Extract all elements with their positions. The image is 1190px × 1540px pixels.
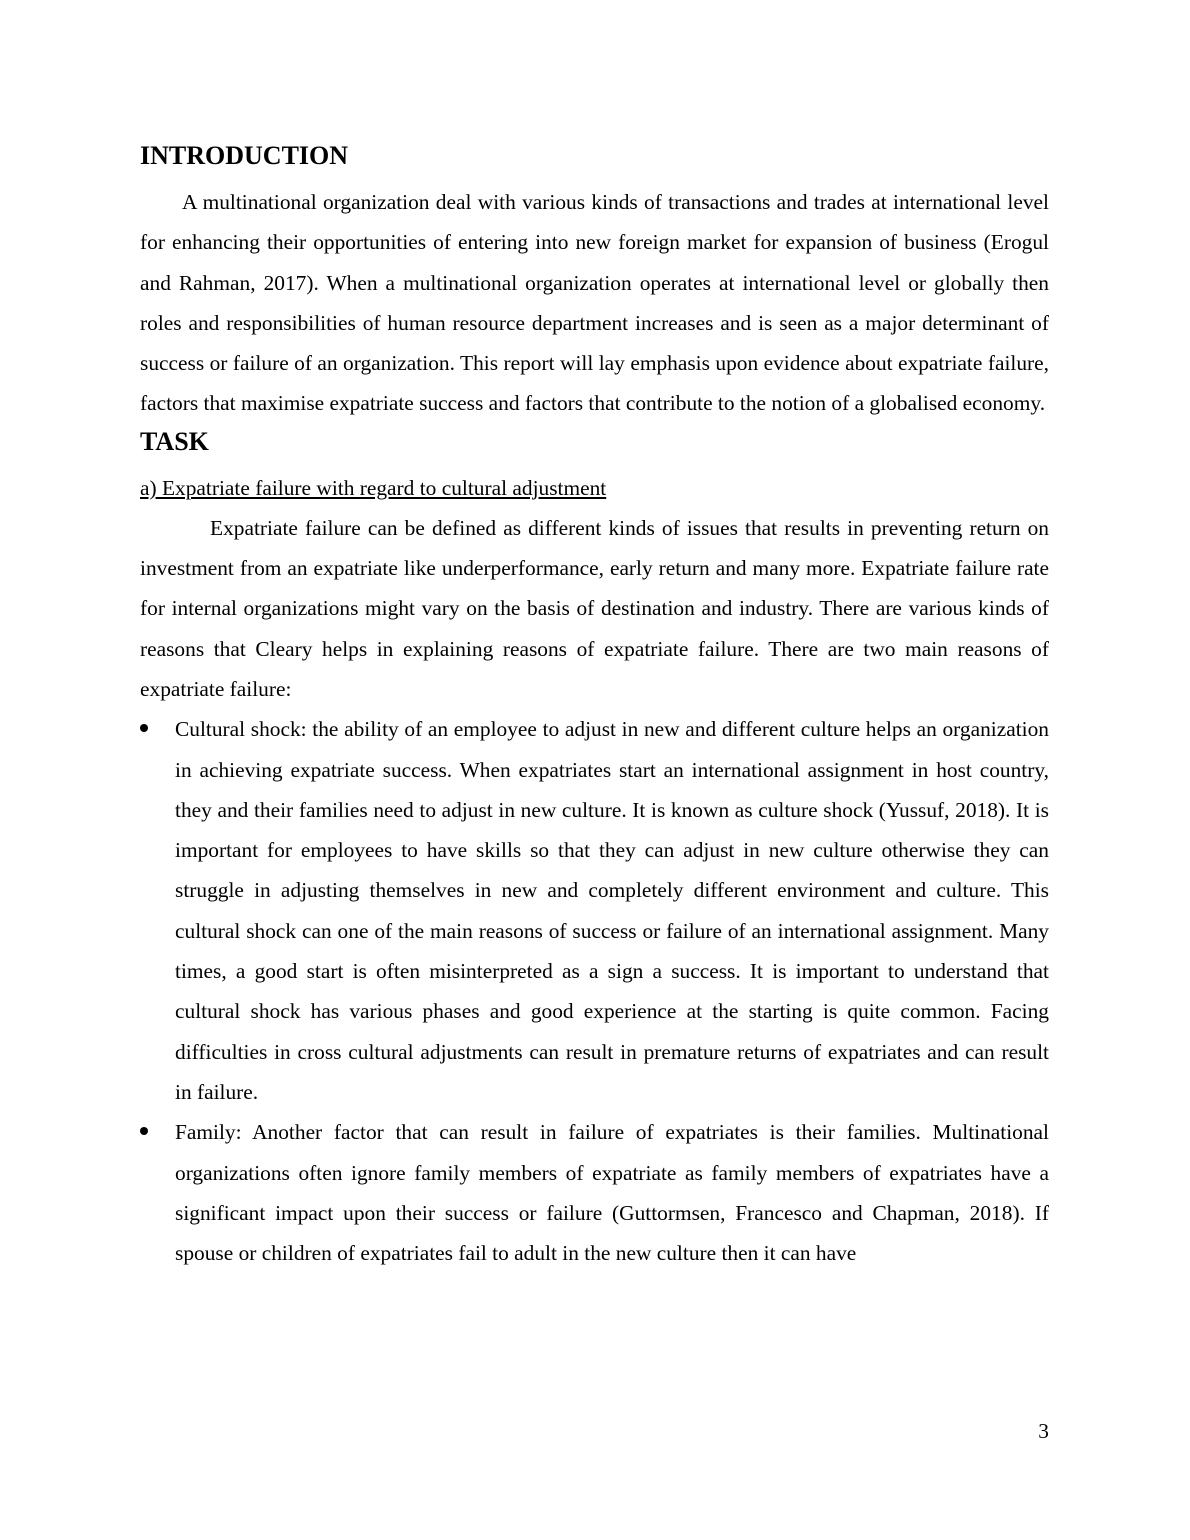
introduction-paragraph: A multinational organization deal with various kinds of transactions and trades at international level for enhancing their opportunities of entering into new foreign market for expansion of business (Erogul and Rahman, 2017). When a multinational organization operates at international level or globally then roles and responsibilities of human resource department increases and is seen as a major determinant of success or failure of an organization. This report will lay emphasis upon evidence about expatriate failure, factors that maximise expatriate success and factors that contribute to the notion of a globalised economy. <box>140 190 1049 416</box>
task-subheading <box>140 468 1049 508</box>
reasons-list <box>140 709 1049 1273</box>
task-subheading-text: a) Expatriate failure with regard to cultural adjustment <box>140 475 607 500</box>
task-heading: TASK <box>140 426 209 456</box>
bullet-icon <box>140 1127 148 1135</box>
list-item <box>140 709 1049 1112</box>
list-item-text: Family: Another factor that can result in failure of expatriates is their families. Multinational organizations often ignore family members of expatriate as family members of expatriates have a significant impact upon their success or failure (Guttormsen, Francesco and Chapman, 2018). If spouse or children of expatriates fail to adult in the new culture then it can have <box>175 1120 1049 1266</box>
introduction-heading: INTRODUCTION <box>140 141 349 170</box>
list-item <box>140 1112 1049 1273</box>
document-page <box>140 138 1049 1273</box>
page-number: 3 <box>1038 1419 1049 1443</box>
bullet-icon <box>140 724 148 732</box>
task-paragraph: Expatriate failure can be defined as different kinds of issues that results in preventing return on investment from an expatriate like underperformance, early return and many more. Expatriate failure rate for internal organizations might vary on the basis of destination and industry. There are various kinds of reasons that Cleary helps in explaining reasons of expatriate failure. There are two main reasons of expatriate failure: <box>140 515 1049 701</box>
list-item-text: Cultural shock: the ability of an employee to adjust in new and different culture helps an organization in achieving expatriate success. When expatriates start an international assignment in host country, they and their families need to adjust in new culture. It is known as culture shock (Yussuf, 2018). It is important for employees to have skills so that they can adjust in new culture otherwise they can struggle in adjusting themselves in new and completely different environment and culture. This cultural shock can one of the main reasons of success or failure of an international assignment. Many times, a good start is often misinterpreted as a sign a success. It is important to understand that cultural shock has various phases and good experience at the starting is quite common. Facing difficulties in cross cultural adjustments can result in premature returns of expatriates and can result in failure. <box>175 717 1049 1104</box>
